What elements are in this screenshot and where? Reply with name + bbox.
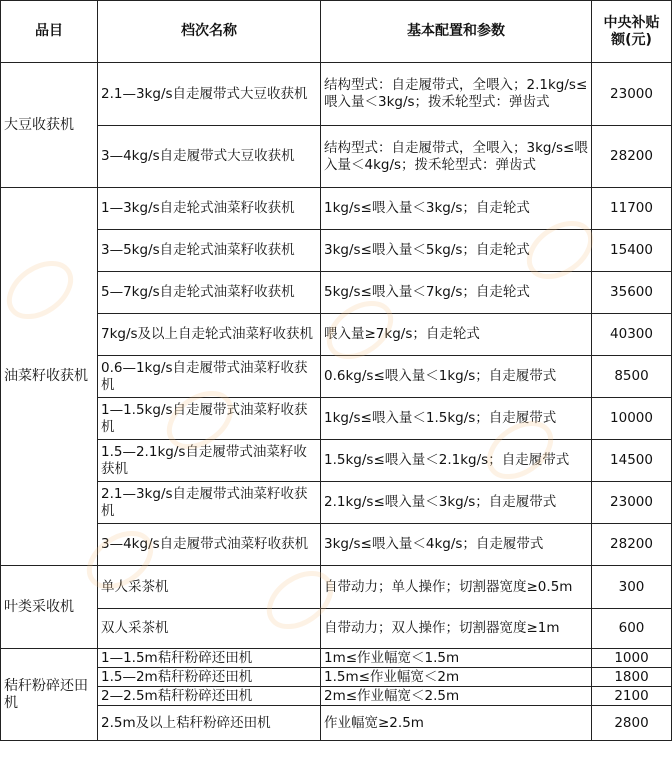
table-row	[1, 314, 672, 356]
config-cell: 1kg/s≤喂入量＜3kg/s；自走轮式	[321, 188, 592, 230]
tier-name-cell: 2—2.5m秸秆粉碎还田机	[98, 687, 321, 706]
config-cell: 结构型式：自走履带式，全喂入；3kg/s≤喂入量＜4kg/s；拨禾轮型式：弹齿式	[321, 126, 592, 188]
header-subsidy	[592, 1, 672, 63]
tier-name-cell: 3—4kg/s自走履带式油菜籽收获机	[98, 524, 321, 566]
header-category: 品目	[1, 1, 98, 63]
subsidy-amount-cell: 8500	[592, 356, 672, 398]
config-cell: 5kg/s≤喂入量＜7kg/s；自走轮式	[321, 272, 592, 314]
config-cell: 1m≤作业幅宽＜1.5m	[321, 649, 592, 668]
header-subsidy-line1: 中央补贴	[603, 14, 660, 31]
tier-name-cell: 2.1—3kg/s自走履带式大豆收获机	[98, 63, 321, 126]
subsidy-amount-cell: 40300	[592, 314, 672, 356]
tier-name-cell: 双人采茶机	[98, 609, 321, 649]
subsidy-amount-cell: 35600	[592, 272, 672, 314]
table-row	[1, 440, 672, 482]
subsidy-amount-cell: 2800	[592, 706, 672, 741]
table-body	[1, 63, 672, 741]
subsidy-amount-cell: 15400	[592, 230, 672, 272]
tier-name-cell: 0.6—1kg/s自走履带式油菜籽收获机	[98, 356, 321, 398]
subsidy-amount-cell: 600	[592, 609, 672, 649]
subsidy-amount-cell: 28200	[592, 126, 672, 188]
table-row	[1, 609, 672, 649]
subsidy-amount-cell: 2100	[592, 687, 672, 706]
header-subsidy-line2: 额(元)	[611, 31, 652, 48]
tier-name-cell: 3—4kg/s自走履带式大豆收获机	[98, 126, 321, 188]
table-header-row	[1, 1, 672, 63]
subsidy-amount-cell: 23000	[592, 63, 672, 126]
category-cell: 叶类采收机	[1, 566, 98, 649]
tier-name-cell: 1—1.5m秸秆粉碎还田机	[98, 649, 321, 668]
tier-name-cell: 1.5—2.1kg/s自走履带式油菜籽收获机	[98, 440, 321, 482]
table-row	[1, 668, 672, 687]
table-row	[1, 398, 672, 440]
tier-name-cell: 1.5—2m秸秆粉碎还田机	[98, 668, 321, 687]
table-row	[1, 524, 672, 566]
category-cell: 油菜籽收获机	[1, 188, 98, 566]
table-row	[1, 706, 672, 741]
table-row	[1, 63, 672, 126]
table-row	[1, 687, 672, 706]
tier-name-cell: 1—1.5kg/s自走履带式油菜籽收获机	[98, 398, 321, 440]
config-cell: 1.5kg/s≤喂入量＜2.1kg/s；自走履带式	[321, 440, 592, 482]
tier-name-cell: 1—3kg/s自走轮式油菜籽收获机	[98, 188, 321, 230]
config-cell: 自带动力；单人操作；切割器宽度≥0.5m	[321, 566, 592, 609]
tier-name-cell: 7kg/s及以上自走轮式油菜籽收获机	[98, 314, 321, 356]
config-cell: 0.6kg/s≤喂入量＜1kg/s；自走履带式	[321, 356, 592, 398]
table-row	[1, 272, 672, 314]
config-cell: 2.1kg/s≤喂入量＜3kg/s；自走履带式	[321, 482, 592, 524]
config-cell: 1.5m≤作业幅宽＜2m	[321, 668, 592, 687]
category-cell: 大豆收获机	[1, 63, 98, 188]
config-cell: 1kg/s≤喂入量＜1.5kg/s；自走履带式	[321, 398, 592, 440]
table-row	[1, 356, 672, 398]
table-row	[1, 566, 672, 609]
header-config: 基本配置和参数	[321, 1, 592, 63]
subsidy-amount-cell: 1000	[592, 649, 672, 668]
tier-name-cell: 5—7kg/s自走轮式油菜籽收获机	[98, 272, 321, 314]
subsidy-amount-cell: 300	[592, 566, 672, 609]
subsidy-amount-cell: 28200	[592, 524, 672, 566]
tier-name-cell: 2.5m及以上秸秆粉碎还田机	[98, 706, 321, 741]
subsidy-amount-cell: 11700	[592, 188, 672, 230]
subsidy-amount-cell: 14500	[592, 440, 672, 482]
subsidy-amount-cell: 10000	[592, 398, 672, 440]
tier-name-cell: 2.1—3kg/s自走履带式油菜籽收获机	[98, 482, 321, 524]
subsidy-amount-cell: 23000	[592, 482, 672, 524]
config-cell: 作业幅宽≥2.5m	[321, 706, 592, 741]
category-cell: 秸秆粉碎还田机	[1, 649, 98, 741]
config-cell: 3kg/s≤喂入量＜5kg/s；自走轮式	[321, 230, 592, 272]
config-cell: 2m≤作业幅宽＜2.5m	[321, 687, 592, 706]
table-row	[1, 230, 672, 272]
config-cell: 自带动力；双人操作；切割器宽度≥1m	[321, 609, 592, 649]
tier-name-cell: 3—5kg/s自走轮式油菜籽收获机	[98, 230, 321, 272]
config-cell: 喂入量≥7kg/s；自走轮式	[321, 314, 592, 356]
table-row	[1, 126, 672, 188]
tier-name-cell: 单人采茶机	[98, 566, 321, 609]
config-cell: 结构型式：自走履带式，全喂入；2.1kg/s≤喂入量＜3kg/s；拨禾轮型式：弹齿式	[321, 63, 592, 126]
subsidy-amount-cell: 1800	[592, 668, 672, 687]
table-row	[1, 188, 672, 230]
table-row	[1, 649, 672, 668]
config-cell: 3kg/s≤喂入量＜4kg/s；自走履带式	[321, 524, 592, 566]
table-row	[1, 482, 672, 524]
header-tier-name: 档次名称	[98, 1, 321, 63]
